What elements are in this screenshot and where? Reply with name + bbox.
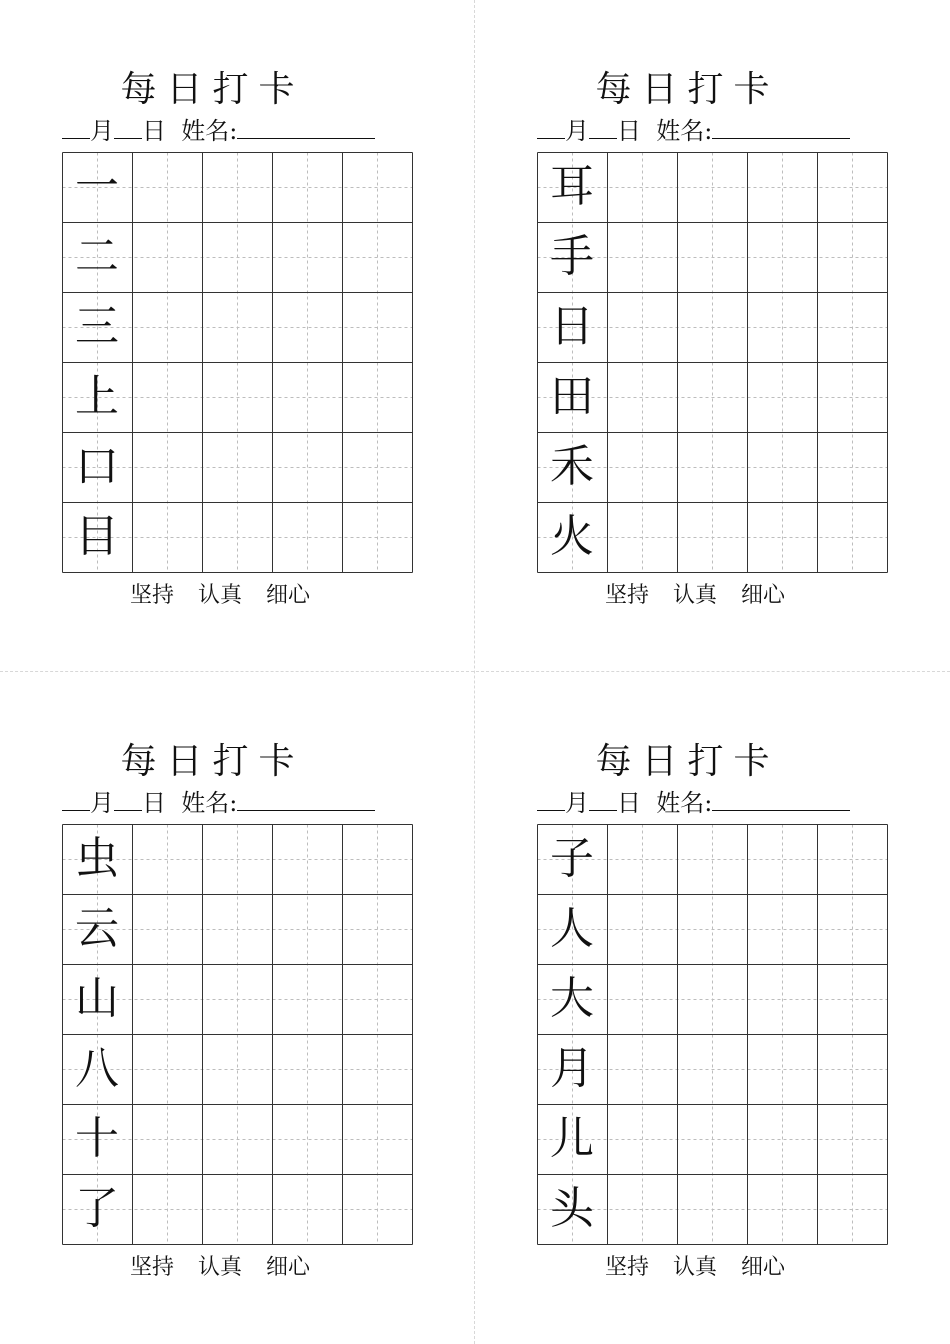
day-label: 日: [617, 117, 641, 145]
writing-cell[interactable]: [817, 222, 887, 292]
card-title: 每日打卡: [120, 741, 305, 782]
name-label: 姓名:: [656, 789, 713, 817]
model-character: 儿: [550, 1113, 594, 1164]
writing-cell[interactable]: [132, 502, 202, 572]
practice-card: [50, 0, 410, 608]
card-footer: [130, 1252, 370, 1284]
writing-cell[interactable]: [342, 1104, 412, 1174]
writing-cell[interactable]: [132, 1104, 202, 1174]
name-blank[interactable]: [712, 114, 850, 139]
model-character: 了: [75, 1183, 119, 1234]
writing-cell[interactable]: [677, 1174, 747, 1244]
writing-cell[interactable]: [342, 152, 412, 222]
date-name-line: [62, 114, 402, 147]
writing-cell[interactable]: [607, 152, 677, 222]
model-character: 火: [550, 511, 594, 562]
writing-cell[interactable]: [342, 824, 412, 894]
model-character: 二: [75, 231, 119, 282]
writing-cell[interactable]: [272, 1104, 342, 1174]
model-character: 一: [75, 161, 119, 212]
footer-word: 坚持: [605, 583, 650, 608]
month-label: 月: [565, 117, 589, 145]
model-character: 田: [550, 371, 594, 422]
name-label: 姓名:: [181, 789, 238, 817]
writing-cell[interactable]: [132, 152, 202, 222]
footer-word: 坚持: [130, 583, 175, 608]
name-label: 姓名:: [656, 117, 713, 145]
writing-cell[interactable]: [202, 1034, 272, 1104]
writing-cell[interactable]: [747, 432, 817, 502]
model-character: 人: [550, 903, 594, 954]
model-character: 口: [75, 441, 119, 492]
footer-word: 细心: [741, 1255, 786, 1280]
writing-cell[interactable]: [817, 502, 887, 572]
footer-word: 细心: [741, 583, 786, 608]
model-character: 禾: [550, 441, 594, 492]
date-name-line: [537, 786, 877, 819]
day-blank[interactable]: [589, 786, 617, 811]
month-blank[interactable]: [62, 786, 90, 811]
model-character: 日: [550, 301, 594, 352]
writing-cell[interactable]: [747, 152, 817, 222]
month-label: 月: [565, 789, 589, 817]
day-label: 日: [142, 789, 166, 817]
writing-cell[interactable]: [607, 432, 677, 502]
writing-cell[interactable]: [202, 502, 272, 572]
writing-cell[interactable]: [747, 1104, 817, 1174]
model-character: 子: [550, 833, 594, 884]
writing-cell[interactable]: [272, 152, 342, 222]
writing-cell[interactable]: [607, 222, 677, 292]
writing-cell[interactable]: [272, 894, 342, 964]
name-blank[interactable]: [712, 786, 850, 811]
writing-cell[interactable]: [272, 222, 342, 292]
writing-cell[interactable]: [677, 292, 747, 362]
writing-cell[interactable]: [747, 362, 817, 432]
writing-cell[interactable]: [817, 152, 887, 222]
writing-cell[interactable]: [132, 824, 202, 894]
day-blank[interactable]: [589, 114, 617, 139]
name-blank[interactable]: [237, 114, 375, 139]
writing-cell[interactable]: [342, 964, 412, 1034]
writing-cell[interactable]: [747, 894, 817, 964]
month-blank[interactable]: [537, 786, 565, 811]
writing-cell[interactable]: [747, 1034, 817, 1104]
writing-cell[interactable]: [272, 824, 342, 894]
writing-cell[interactable]: [342, 292, 412, 362]
writing-cell[interactable]: [677, 1104, 747, 1174]
writing-cell[interactable]: [132, 292, 202, 362]
model-character: 八: [75, 1043, 119, 1094]
model-character: 耳: [550, 161, 594, 212]
writing-cell[interactable]: [132, 894, 202, 964]
vertical-cut-line: [474, 0, 475, 1344]
footer-word: 细心: [266, 583, 311, 608]
writing-cell[interactable]: [817, 894, 887, 964]
writing-cell[interactable]: [677, 432, 747, 502]
day-blank[interactable]: [114, 114, 142, 139]
model-character: 云: [75, 903, 119, 954]
month-blank[interactable]: [537, 114, 565, 139]
writing-cell[interactable]: [677, 502, 747, 572]
writing-cell[interactable]: [747, 1174, 817, 1244]
practice-card: [50, 672, 410, 1280]
writing-cell[interactable]: [272, 432, 342, 502]
writing-cell[interactable]: [817, 362, 887, 432]
day-blank[interactable]: [114, 786, 142, 811]
name-blank[interactable]: [237, 786, 375, 811]
writing-cell[interactable]: [607, 362, 677, 432]
writing-grid: [62, 824, 412, 1244]
day-label: 日: [142, 117, 166, 145]
writing-cell[interactable]: [817, 964, 887, 1034]
writing-cell[interactable]: [132, 1174, 202, 1244]
model-character: 上: [75, 371, 119, 422]
model-character: 目: [75, 511, 119, 562]
writing-cell[interactable]: [202, 894, 272, 964]
writing-cell[interactable]: [132, 362, 202, 432]
writing-cell[interactable]: [677, 222, 747, 292]
writing-cell[interactable]: [342, 1034, 412, 1104]
writing-cell[interactable]: [817, 824, 887, 894]
writing-cell[interactable]: [202, 292, 272, 362]
writing-grid: [537, 152, 887, 572]
model-character: 三: [75, 301, 119, 352]
writing-cell[interactable]: [817, 1174, 887, 1244]
footer-word: 细心: [266, 1255, 311, 1280]
writing-cell[interactable]: [747, 964, 817, 1034]
writing-cell[interactable]: [607, 964, 677, 1034]
footer-word: 坚持: [130, 1255, 175, 1280]
writing-cell[interactable]: [817, 432, 887, 502]
footer-word: 认真: [673, 1255, 718, 1280]
writing-cell[interactable]: [202, 152, 272, 222]
writing-cell[interactable]: [342, 432, 412, 502]
writing-cell[interactable]: [817, 1104, 887, 1174]
writing-cell[interactable]: [607, 1104, 677, 1174]
month-label: 月: [90, 117, 114, 145]
footer-word: 认真: [198, 1255, 243, 1280]
model-character: 手: [550, 231, 594, 282]
writing-cell[interactable]: [677, 152, 747, 222]
card-title: 每日打卡: [595, 69, 780, 110]
writing-cell[interactable]: [272, 1174, 342, 1244]
card-footer: [130, 580, 370, 612]
writing-cell[interactable]: [677, 824, 747, 894]
date-name-line: [537, 114, 877, 147]
writing-cell[interactable]: [272, 964, 342, 1034]
writing-cell[interactable]: [202, 432, 272, 502]
writing-cell[interactable]: [132, 432, 202, 502]
card-title: 每日打卡: [595, 741, 780, 782]
writing-cell[interactable]: [817, 1034, 887, 1104]
writing-cell[interactable]: [132, 1034, 202, 1104]
writing-cell[interactable]: [272, 502, 342, 572]
writing-cell[interactable]: [747, 824, 817, 894]
writing-cell[interactable]: [677, 1034, 747, 1104]
writing-cell[interactable]: [202, 222, 272, 292]
model-character: 虫: [75, 833, 119, 884]
name-label: 姓名:: [181, 117, 238, 145]
writing-cell[interactable]: [607, 1174, 677, 1244]
month-label: 月: [90, 789, 114, 817]
writing-cell[interactable]: [342, 222, 412, 292]
footer-word: 坚持: [605, 1255, 650, 1280]
month-blank[interactable]: [62, 114, 90, 139]
practice-card: [525, 672, 885, 1280]
practice-card: [525, 0, 885, 608]
writing-cell[interactable]: [272, 1034, 342, 1104]
footer-word: 认真: [673, 583, 718, 608]
writing-cell[interactable]: [607, 894, 677, 964]
writing-cell[interactable]: [202, 964, 272, 1034]
writing-cell[interactable]: [607, 824, 677, 894]
model-character: 大: [550, 973, 594, 1024]
writing-cell[interactable]: [817, 292, 887, 362]
writing-cell[interactable]: [607, 1034, 677, 1104]
model-character: 月: [550, 1043, 594, 1094]
writing-cell[interactable]: [747, 502, 817, 572]
writing-cell[interactable]: [607, 292, 677, 362]
writing-cell[interactable]: [677, 894, 747, 964]
writing-cell[interactable]: [677, 964, 747, 1034]
writing-cell[interactable]: [132, 964, 202, 1034]
writing-cell[interactable]: [272, 362, 342, 432]
writing-grid: [537, 824, 887, 1244]
writing-cell[interactable]: [202, 824, 272, 894]
writing-cell[interactable]: [342, 502, 412, 572]
writing-cell[interactable]: [342, 362, 412, 432]
writing-cell[interactable]: [202, 1104, 272, 1174]
card-footer: [605, 1252, 845, 1284]
writing-cell[interactable]: [272, 292, 342, 362]
model-character: 山: [75, 973, 119, 1024]
writing-grid: [62, 152, 412, 572]
writing-cell[interactable]: [342, 894, 412, 964]
writing-cell[interactable]: [607, 502, 677, 572]
writing-cell[interactable]: [342, 1174, 412, 1244]
day-label: 日: [617, 789, 641, 817]
writing-cell[interactable]: [677, 362, 747, 432]
model-character: 头: [550, 1183, 594, 1234]
writing-cell[interactable]: [202, 1174, 272, 1244]
footer-word: 认真: [198, 583, 243, 608]
writing-cell[interactable]: [747, 292, 817, 362]
writing-cell[interactable]: [747, 222, 817, 292]
model-character: 十: [75, 1113, 119, 1164]
card-title: 每日打卡: [120, 69, 305, 110]
writing-cell[interactable]: [132, 222, 202, 292]
writing-cell[interactable]: [202, 362, 272, 432]
card-footer: [605, 580, 845, 612]
date-name-line: [62, 786, 402, 819]
